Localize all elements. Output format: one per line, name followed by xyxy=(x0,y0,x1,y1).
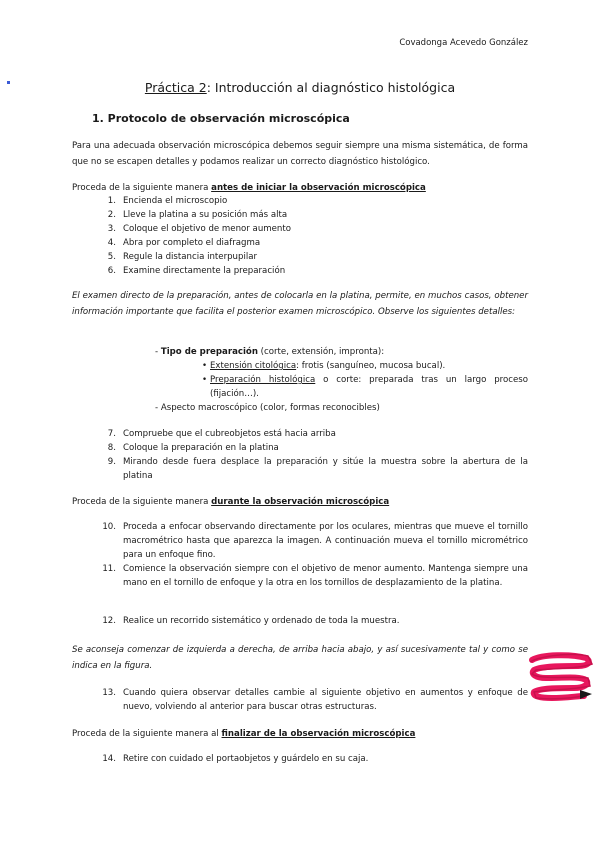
step-text: Retire con cuidado el portaobjetos y guárdelo en su caja. xyxy=(123,754,369,764)
histological-label: Preparación histológica xyxy=(210,375,316,385)
step-number: 1. xyxy=(107,196,116,206)
step-text: Lleve la platina a su posición más alta xyxy=(123,210,288,220)
bullet: • xyxy=(202,361,208,371)
title-rest: : Introducción al diagnóstico histológica xyxy=(206,80,456,95)
bullet-extension xyxy=(210,359,445,373)
step-text: Mirando desde fuera desplace la preparación y sitúe la muestra sobre la abertura de la platina xyxy=(123,457,528,481)
step-text: Comience la observación siempre con el objetivo de menor aumento. Mantenga siempre una mano en el tornillo de enfoque y la otra en los tornillos de desplazamiento de la platina. xyxy=(123,564,528,588)
prep-type xyxy=(155,345,384,359)
section-heading: 1. Protocolo de observación microscópica xyxy=(92,112,350,125)
figure-strokes xyxy=(530,654,592,699)
title-prefix: Práctica 2 xyxy=(144,80,207,95)
step-text: Regule la distancia interpupilar xyxy=(123,252,258,262)
extension-label: Extensión citológica xyxy=(210,361,297,371)
step-number: 8. xyxy=(107,443,116,453)
histological-rest: o corte: preparada tras un largo proceso (fijación…). xyxy=(210,375,528,399)
scan-path-figure xyxy=(522,650,600,702)
step-text: Compruebe que el cubreobjetos está hacia arriba xyxy=(123,429,336,439)
step-text: Coloque la preparación en la platina xyxy=(123,443,279,453)
step-text: Abra por completo el diafragma xyxy=(123,238,261,248)
page-title xyxy=(0,80,600,95)
finish-lead: Proceda de la siguiente manera al xyxy=(72,729,222,739)
extension-rest: : frotis (sanguíneo, mucosa bucal). xyxy=(296,361,446,371)
step-text: Coloque el objetivo de menor aumento xyxy=(123,224,291,234)
step-text: Encienda el microscopio xyxy=(123,196,228,206)
author-name: Covadonga Acevedo González xyxy=(399,38,528,48)
step-text: Examine directamente la preparación xyxy=(123,266,286,276)
before-lead: Proceda de la siguiente manera xyxy=(72,183,212,193)
step-number: 3. xyxy=(107,224,116,234)
finish-emph: finalizar de la observación microscópica xyxy=(221,729,416,739)
step-number: 10. xyxy=(102,522,116,532)
step-number: 6. xyxy=(107,266,116,276)
intro-paragraph: Para una adecuada observación microscópica debemos seguir siempre una misma sistemática, de forma que no se escapen detalles y podamos realizar un correcto diagnóstico histológico. xyxy=(72,141,528,167)
prep-rest: (corte, extensión, impronta): xyxy=(257,347,385,357)
step-number: 7. xyxy=(107,429,116,439)
step-number: 4. xyxy=(107,238,116,248)
step-text: Proceda a enfocar observando directamente por los oculares, mientras que mueve el tornillo macrométrico hasta que aparezca la imagen. A continuación mueva el tornillo micrométrico para un enfoque fino. xyxy=(123,522,528,560)
step-number: 5. xyxy=(107,252,116,262)
during-emph: durante la observación microscópica xyxy=(211,497,390,507)
step-number: 11. xyxy=(102,564,116,574)
bullet-histological xyxy=(210,373,528,401)
step-number: 13. xyxy=(102,688,116,698)
macroscopic-aspect: - Aspecto macroscópico (color, formas reconocibles) xyxy=(155,403,380,413)
during-heading xyxy=(72,494,389,510)
step-number: 14. xyxy=(102,754,116,764)
step-text: Cuando quiera observar detalles cambie al siguiente objetivo en aumentos y enfoque de nuevo, volviendo al anterior para buscar otras estructuras. xyxy=(123,688,528,712)
prep-label: Tipo de preparación xyxy=(160,347,258,357)
italic-note: El examen directo de la preparación, antes de colocarla en la platina, permite, en muchos casos, obtener información importante que facilita el posterior examen microscópico. Observe los siguientes detalles: xyxy=(72,291,528,317)
dash: - xyxy=(155,347,161,357)
finish-heading xyxy=(72,726,415,742)
italic-advice: Se aconseja comenzar de izquierda a derecha, de arriba hacia abajo, y así sucesivamente tal y como se indica en la figura. xyxy=(72,645,528,671)
before-emph: antes de iniciar la observación microscópica xyxy=(211,183,426,193)
step-number: 12. xyxy=(102,616,116,626)
step-number: 9. xyxy=(107,457,116,467)
bullet: • xyxy=(202,375,208,385)
step-number: 2. xyxy=(107,210,116,220)
during-lead: Proceda de la siguiente manera xyxy=(72,497,212,507)
step-text: Realice un recorrido sistemático y ordenado de toda la muestra. xyxy=(123,616,400,626)
